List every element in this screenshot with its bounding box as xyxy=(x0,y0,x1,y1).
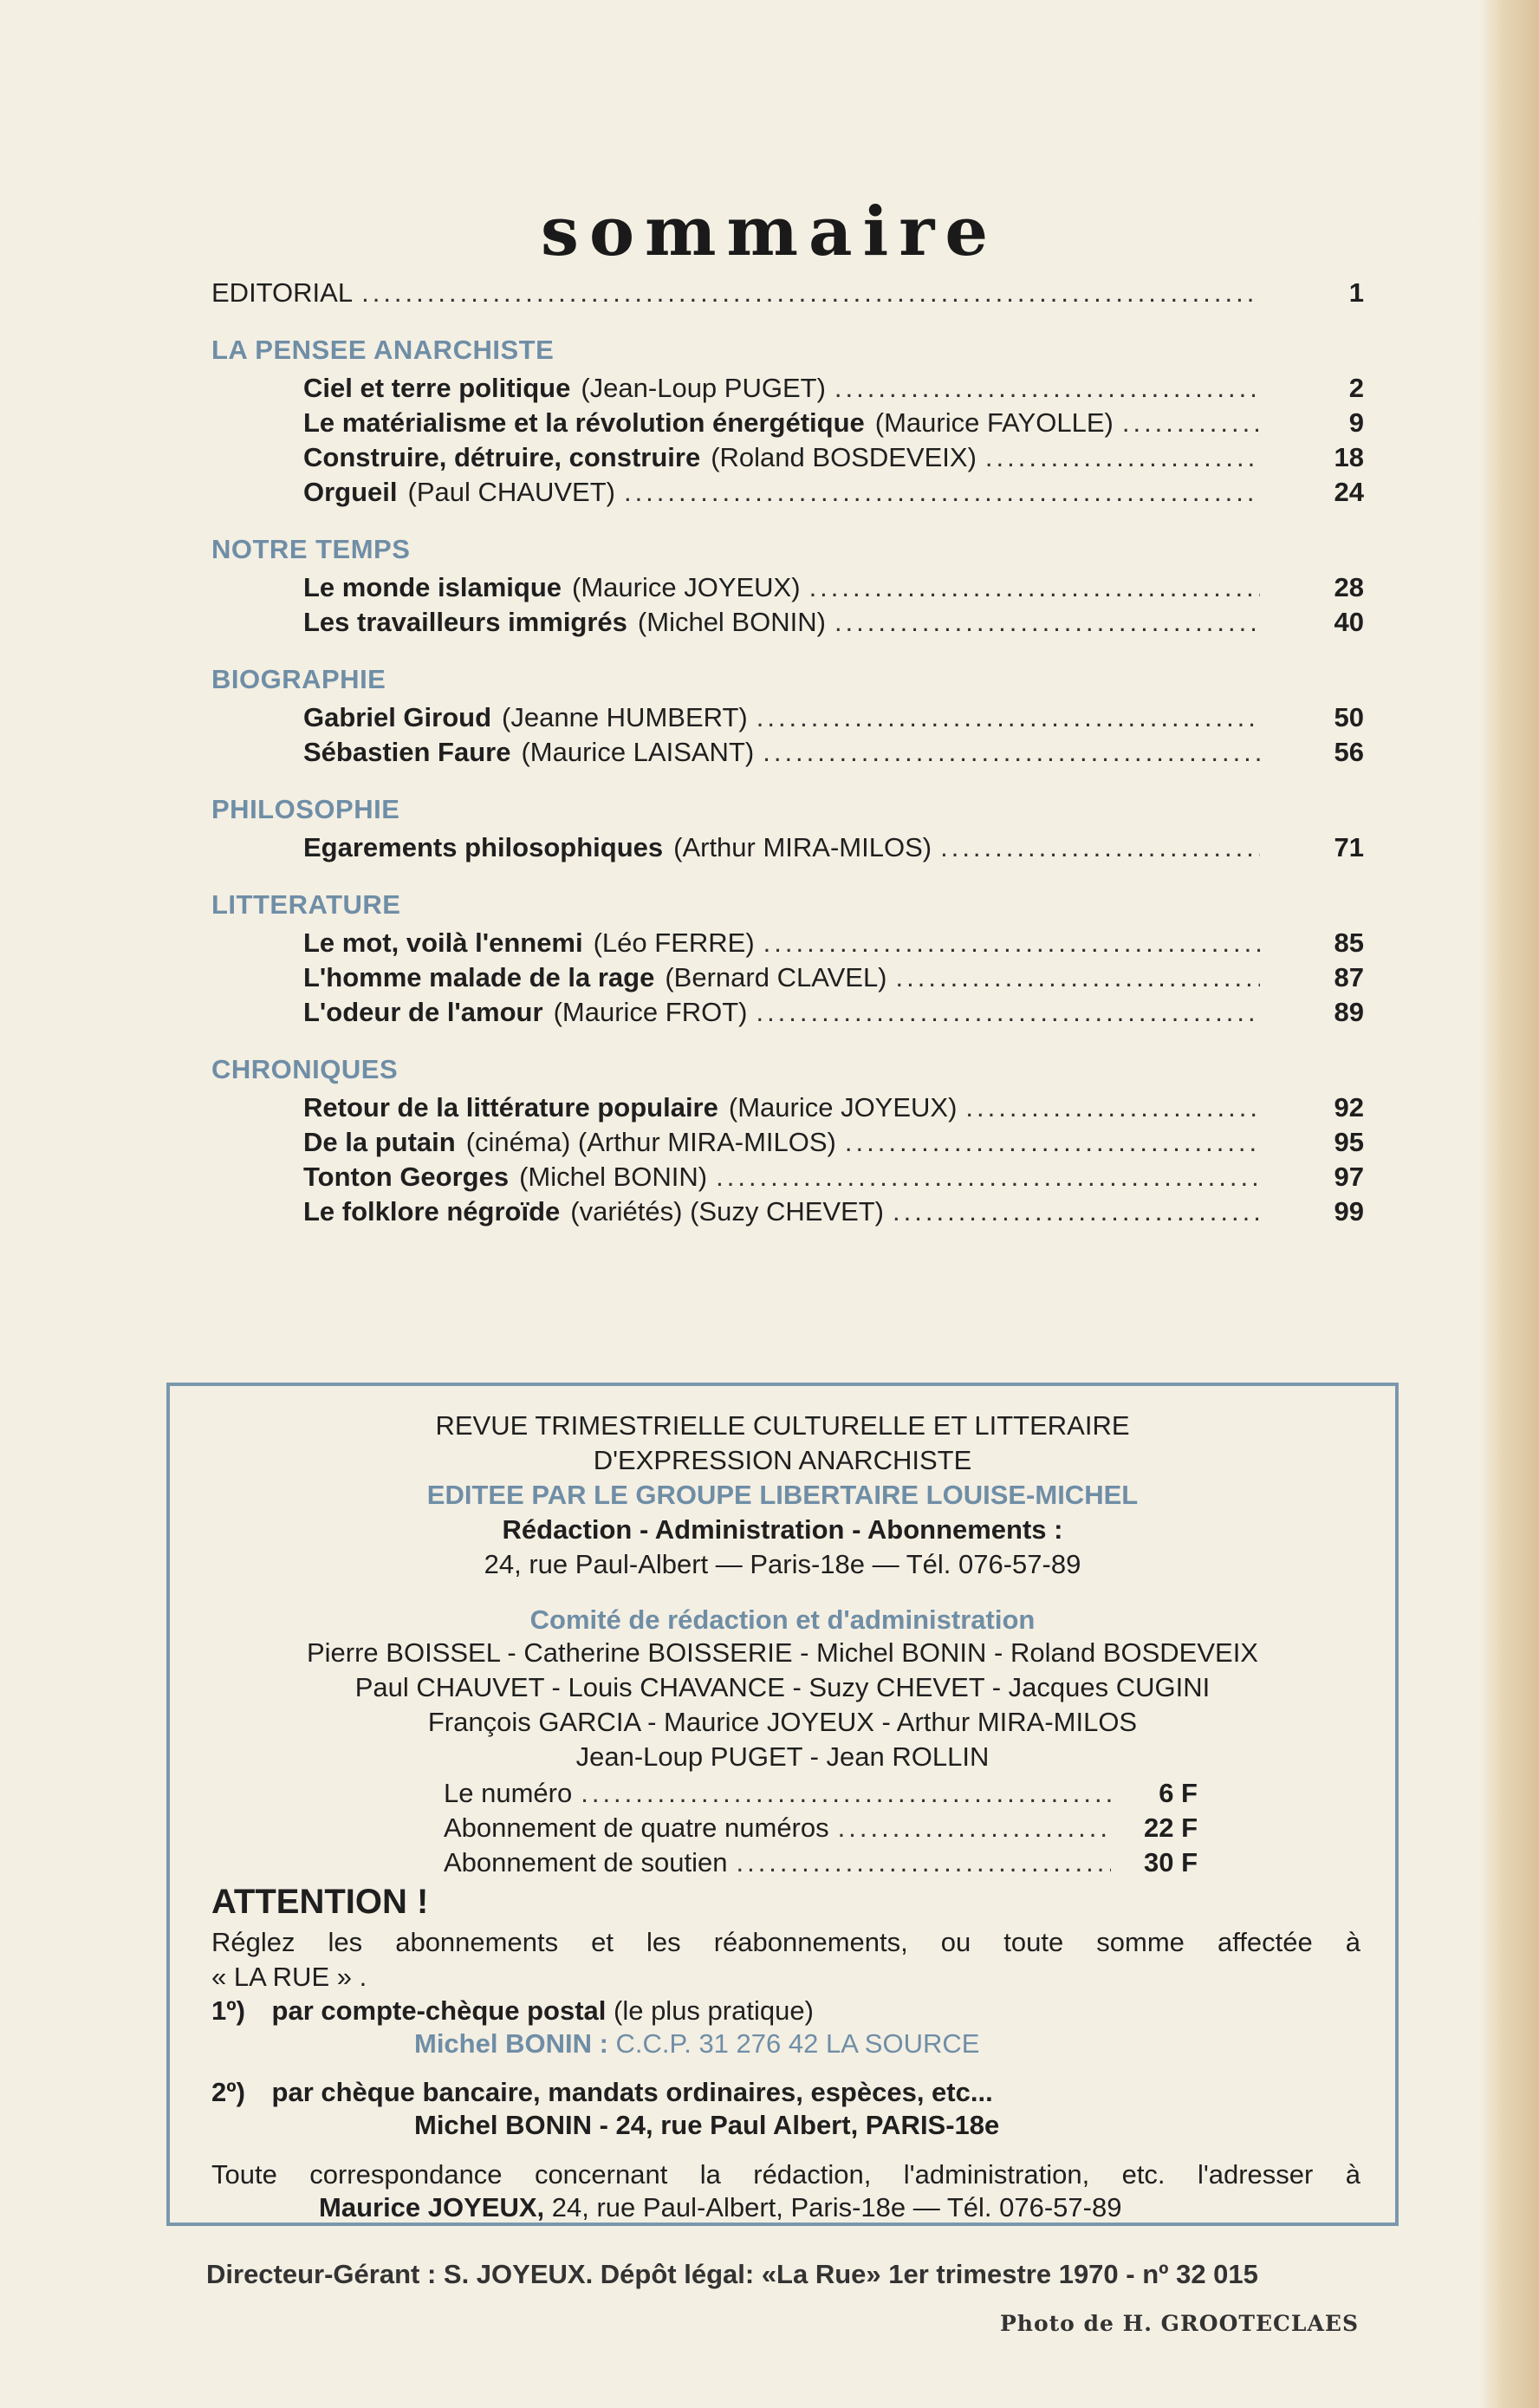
dot-leader xyxy=(838,1813,1111,1844)
attention-heading: ATTENTION ! xyxy=(211,1883,429,1921)
editorial-page: 1 xyxy=(1348,277,1364,308)
entry-page: 40 xyxy=(1334,607,1364,637)
entry-title: Ciel et terre politique xyxy=(303,373,571,403)
entry-title: Le monde islamique xyxy=(303,572,562,602)
entry-page: 92 xyxy=(1334,1092,1364,1123)
price-value: 6 F xyxy=(1159,1778,1198,1808)
section-heading: BIOGRAPHIE xyxy=(211,664,386,694)
payee-name: Michel BONIN : xyxy=(414,2028,608,2059)
entry-page: 56 xyxy=(1334,737,1364,767)
toc-entry xyxy=(211,962,1364,997)
entry-page: 97 xyxy=(1334,1162,1364,1192)
table-of-contents xyxy=(211,277,1364,1231)
entry-author: (Jeanne HUMBERT) xyxy=(502,702,748,732)
toc-entry xyxy=(211,702,1364,737)
page-title: sommaire xyxy=(541,192,998,271)
committee-heading: Comité de rédaction et d'administration xyxy=(529,1604,1036,1635)
payment-option-2-detail: Michel BONIN - 24, rue Paul Albert, PARIS-18e xyxy=(414,2110,1000,2140)
dot-leader xyxy=(893,1196,1260,1227)
entry-title: L'homme malade de la rage xyxy=(303,962,655,992)
entry-page: 24 xyxy=(1334,477,1364,507)
section-heading: PHILOSOPHIE xyxy=(211,794,400,824)
price-value: 22 F xyxy=(1143,1813,1198,1843)
section-litterature xyxy=(211,882,1364,1032)
dot-leader xyxy=(985,442,1260,473)
committee-line: François GARCIA - Maurice JOYEUX - Arthur MIRA-MILOS xyxy=(427,1707,1138,1737)
dot-leader xyxy=(965,1092,1260,1123)
entry-page: 95 xyxy=(1334,1127,1364,1157)
toc-entry xyxy=(211,927,1364,962)
dot-leader xyxy=(757,702,1260,733)
dot-leader xyxy=(756,997,1260,1028)
dot-leader xyxy=(763,737,1260,768)
toc-entry xyxy=(211,832,1364,867)
entry-title: Le mot, voilà l'ennemi xyxy=(303,927,583,958)
correspondence-note xyxy=(211,2157,1360,2192)
dot-leader xyxy=(809,572,1260,603)
entry-title: De la putain xyxy=(303,1127,456,1157)
toc-entry xyxy=(211,442,1364,477)
entry-author: (Bernard CLAVEL) xyxy=(665,962,887,992)
ccp-account: C.C.P. 31 276 42 LA SOURCE xyxy=(615,2028,980,2059)
section-chroniques xyxy=(211,1047,1364,1231)
editorial-title: EDITORIAL xyxy=(211,277,354,308)
price-label: Abonnement de quatre numéros xyxy=(444,1813,829,1843)
instruction-line: « LA RUE » . xyxy=(211,1962,367,1992)
photo-credit: Photo de H. GROOTECLAES xyxy=(999,2311,1359,2336)
entry-page: 50 xyxy=(1334,702,1364,732)
entry-author: (Maurice JOYEUX) xyxy=(572,572,801,602)
payment-option-2 xyxy=(211,2077,993,2108)
entry-title: Orgueil xyxy=(303,477,398,507)
dot-leader xyxy=(716,1162,1260,1193)
entry-page: 99 xyxy=(1334,1196,1364,1227)
toc-entry xyxy=(211,572,1364,607)
price-label: Abonnement de soutien xyxy=(444,1847,728,1878)
address-line: 24, rue Paul-Albert — Paris-18e — Tél. 076-57-89 xyxy=(484,1549,1081,1579)
dot-leader xyxy=(834,607,1260,638)
entry-title: Construire, détruire, construire xyxy=(303,442,701,472)
entry-page: 89 xyxy=(1334,997,1364,1027)
entry-author: (Roland BOSDEVEIX) xyxy=(711,442,977,472)
office-line: Rédaction - Administration - Abonnements : xyxy=(502,1514,1063,1545)
entry-page: 85 xyxy=(1334,927,1364,958)
dot-leader xyxy=(845,1127,1260,1158)
entry-author: (Jean-Loup PUGET) xyxy=(581,373,826,403)
correspondence-line: Toute correspondance concernant la rédaction, l'administration, etc. l'adresser à xyxy=(211,2159,1360,2190)
entry-author: (Arthur MIRA-MILOS) xyxy=(673,832,932,862)
dot-leader xyxy=(361,277,1260,309)
price-row xyxy=(444,1778,1198,1809)
payment-option-1-detail xyxy=(414,2028,979,2060)
toc-entry xyxy=(211,997,1364,1032)
revue-line: REVUE TRIMESTRIELLE CULTURELLE ET LITTERAIRE xyxy=(435,1410,1130,1441)
toc-entry xyxy=(211,1092,1364,1127)
toc-entry xyxy=(211,477,1364,511)
entry-title: Sébastien Faure xyxy=(303,737,511,767)
dot-leader xyxy=(763,927,1260,959)
entry-author: (Maurice LAISANT) xyxy=(521,737,755,767)
toc-entry xyxy=(211,737,1364,771)
entry-author: (Léo FERRE) xyxy=(593,927,755,958)
entry-title: L'odeur de l'amour xyxy=(303,997,543,1027)
entry-page: 9 xyxy=(1348,407,1364,438)
section-heading: CHRONIQUES xyxy=(211,1054,399,1084)
entry-title: Le matérialisme et la révolution énergétique xyxy=(303,407,865,438)
dot-leader xyxy=(834,373,1260,404)
option-text: par compte-chèque postal xyxy=(271,1995,607,2026)
entry-author: (Maurice FAYOLLE) xyxy=(874,407,1114,438)
dot-leader xyxy=(1122,407,1260,439)
publication-info-box xyxy=(166,1383,1399,2226)
section-heading: NOTRE TEMPS xyxy=(211,534,411,564)
price-label: Le numéro xyxy=(444,1778,573,1808)
toc-entry xyxy=(211,1196,1364,1231)
toc-editorial xyxy=(211,277,1364,312)
toc-entry xyxy=(211,407,1364,442)
section-biographie xyxy=(211,657,1364,771)
option-note: (le plus pratique) xyxy=(614,1995,814,2026)
payment-instructions xyxy=(211,1925,1360,1995)
option-number: 1º) xyxy=(211,1995,245,2026)
revue-line: D'EXPRESSION ANARCHISTE xyxy=(593,1445,972,1475)
price-row xyxy=(444,1847,1198,1878)
dot-leader xyxy=(736,1847,1111,1878)
section-heading: LA PENSEE ANARCHISTE xyxy=(211,335,555,365)
section-philosophie xyxy=(211,787,1364,867)
entry-page: 87 xyxy=(1334,962,1364,992)
contact-address: 24, rue Paul-Albert, Paris-18e — Tél. 076-57-89 xyxy=(551,2192,1122,2223)
entry-page: 2 xyxy=(1348,373,1364,403)
committee-line: Pierre BOISSEL - Catherine BOISSERIE - Michel BONIN - Roland BOSDEVEIX xyxy=(306,1637,1258,1668)
entry-title: Retour de la littérature populaire xyxy=(303,1092,718,1123)
entry-page: 28 xyxy=(1334,572,1364,602)
option-text: par chèque bancaire, mandats ordinaires, espèces, etc... xyxy=(271,2077,993,2107)
entry-title: Les travailleurs immigrés xyxy=(303,607,627,637)
entry-author: (variétés) (Suzy CHEVET) xyxy=(570,1196,885,1227)
entry-title: Tonton Georges xyxy=(303,1162,510,1192)
dot-leader xyxy=(581,1778,1111,1809)
entry-title: Egarements philosophiques xyxy=(303,832,664,862)
dot-leader xyxy=(624,477,1260,508)
entry-title: Le folklore négroïde xyxy=(303,1196,561,1227)
price-value: 30 F xyxy=(1143,1847,1198,1878)
entry-author: (Maurice JOYEUX) xyxy=(728,1092,958,1123)
dot-leader xyxy=(940,832,1260,863)
entry-title: Gabriel Giroud xyxy=(303,702,492,732)
entry-page: 71 xyxy=(1334,832,1364,862)
section-heading: LITTERATURE xyxy=(211,889,401,920)
instruction-line: Réglez les abonnements et les réabonnements, ou toute somme affectée à xyxy=(211,1927,1360,1957)
legal-footer: Directeur-Gérant : S. JOYEUX. Dépôt légal: «La Rue» 1er trimestre 1970 - nº 32 015 xyxy=(206,2259,1258,2289)
dot-leader xyxy=(896,962,1260,993)
entry-author: (Michel BONIN) xyxy=(519,1162,708,1192)
price-row xyxy=(444,1813,1198,1844)
toc-entry xyxy=(211,1162,1364,1196)
entry-page: 18 xyxy=(1334,442,1364,472)
entry-author: (cinéma) (Arthur MIRA-MILOS) xyxy=(465,1127,836,1157)
option-number: 2º) xyxy=(211,2077,245,2107)
entry-author: (Paul CHAUVET) xyxy=(407,477,615,507)
paper-edge xyxy=(1478,0,1539,2408)
section-notre-temps xyxy=(211,527,1364,641)
toc-entry xyxy=(211,1127,1364,1162)
section-pensee xyxy=(211,328,1364,511)
toc-entry xyxy=(211,607,1364,641)
publisher-line: EDITEE PAR LE GROUPE LIBERTAIRE LOUISE-MICHEL xyxy=(426,1480,1139,1510)
entry-author: (Michel BONIN) xyxy=(637,607,826,637)
payment-option-1 xyxy=(211,1995,814,2027)
correspondence-address xyxy=(319,2192,1121,2223)
toc-entry xyxy=(211,373,1364,407)
contact-name: Maurice JOYEUX, xyxy=(319,2192,545,2223)
committee-line: Jean-Loup PUGET - Jean ROLLIN xyxy=(575,1741,990,1772)
committee-line: Paul CHAUVET - Louis CHAVANCE - Suzy CHEVET - Jacques CUGINI xyxy=(354,1672,1211,1702)
entry-author: (Maurice FROT) xyxy=(553,997,748,1027)
